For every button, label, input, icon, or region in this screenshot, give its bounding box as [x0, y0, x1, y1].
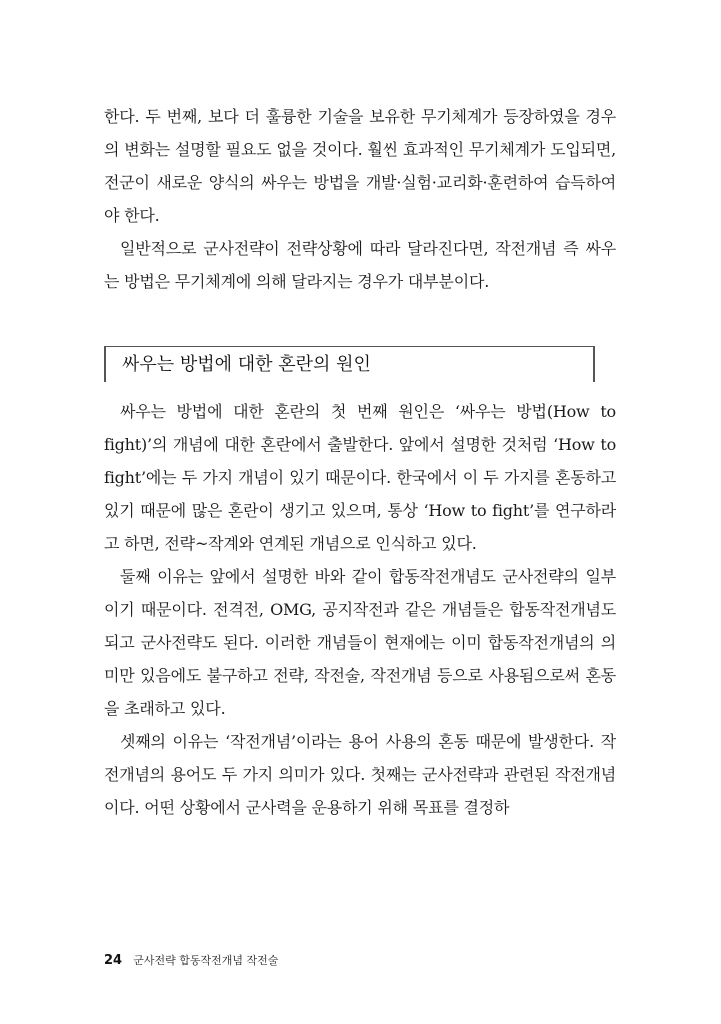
running-title: 군사전략 합동작전개념 작전술 — [133, 954, 279, 967]
intro-text-block — [104, 100, 616, 298]
paragraph: 한다. 두 번째, 보다 더 훌륭한 기술을 보유한 무기체계가 등장하였을 경우의 변화는 설명할 필요도 없을 것이다. 훨씬 효과적인 무기체계가 도입되면, 전군이 새로운 양식의 싸우는 방법을 개발·실험·교리화·훈련하여 습득하여야 한다. — [104, 107, 616, 225]
page-number: 24 — [104, 953, 123, 968]
paragraph: 일반적으로 군사전략이 전략상황에 따라 달라진다면, 작전개념 즉 싸우는 방법은 무기체계에 의해 달라지는 경우가 대부분이다. — [104, 239, 616, 291]
paragraph: 둘째 이유는 앞에서 설명한 바와 같이 합동작전개념도 군사전략의 일부이기 때문이다. 전격전, OMG, 공지작전과 같은 개념들은 합동작전개념도 되고 군사전략도 된다. 이러한 개념들이 현재에는 이미 합동작전개념의 의미만 있음에도 불구하고 전략, 작전술, 작전개념 등으로 사용됨으로써 혼동을 초래하고 있다. — [104, 567, 616, 718]
section-heading: 싸우는 방법에 대한 혼란의 원인 — [122, 354, 371, 375]
section-heading-box — [104, 346, 595, 382]
section-text-block — [104, 395, 616, 824]
page-footer — [104, 949, 278, 968]
paragraph: 싸우는 방법에 대한 혼란의 첫 번째 원인은 ‘싸우는 방법(How to fight)’의 개념에 대한 혼란에서 출발한다. 앞에서 설명한 것처럼 ‘How to fight’에는 두 가지 개념이 있기 때문이다. 한국에서 이 두 가지를 혼동하고 있기 때문에 많은 혼란이 생기고 있으며, 통상 ‘How to fight’를 연구하라고 하면, 전략~작계와 연계된 개념으로 인식하고 있다. — [104, 402, 616, 553]
paragraph: 셋째의 이유는 ‘작전개념’이라는 용어 사용의 혼동 때문에 발생한다. 작전개념의 용어도 두 가지 의미가 있다. 첫째는 군사전략과 관련된 작전개념이다. 어떤 상황에서 군사력을 운용하기 위해 목표를 결정하 — [104, 732, 616, 817]
